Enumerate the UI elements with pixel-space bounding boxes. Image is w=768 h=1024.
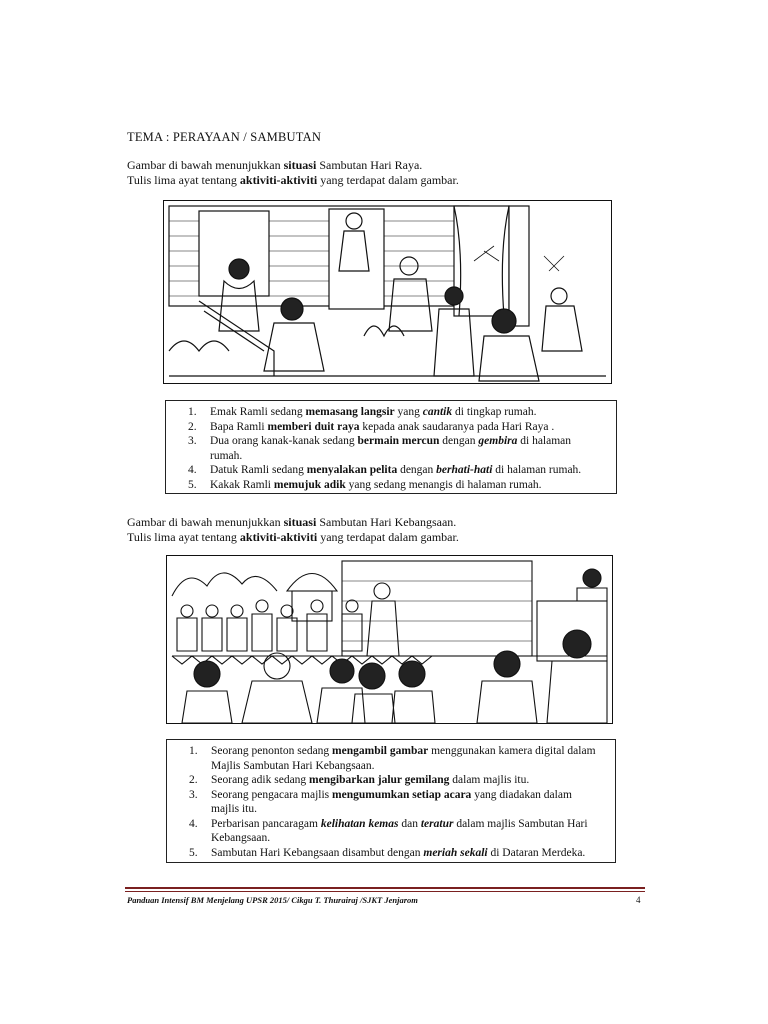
item-text: majlis itu. <box>211 803 257 815</box>
footer-text: Panduan Intensif BM Menjelang UPSR 2015/ Cikgu T. Thurairaj /SJKT Jenjarom <box>127 895 418 905</box>
item-text: dalam majlis Sambutan Hari <box>453 817 588 830</box>
instruction-bold: situasi <box>283 515 317 529</box>
item-bold: bermain mercun <box>357 435 440 447</box>
item-text: dengan <box>439 435 479 447</box>
item-text: Majlis Sambutan Hari Kebangsaan. <box>211 759 375 772</box>
item-number: 2. <box>189 774 198 786</box>
item-text: Datuk Ramli sedang <box>210 464 307 476</box>
instruction-text: Tulis lima ayat tentang <box>127 530 240 544</box>
item-text: Emak Ramli sedang <box>210 406 306 418</box>
item-number: 3. <box>189 788 198 801</box>
item-text: di tingkap rumah. <box>452 406 537 418</box>
item-text: di Dataran Merdeka. <box>487 846 586 859</box>
hari-kebangsaan-drawing <box>167 556 612 723</box>
item-text: Kakak Ramli <box>210 478 274 491</box>
hari-raya-illustration <box>163 200 612 384</box>
item-italic: berhati-hati <box>436 464 493 476</box>
item-number: 4. <box>189 817 198 830</box>
item-italic: kelihatan kemas <box>320 817 399 830</box>
item-italic: gembira <box>478 435 518 447</box>
list-item <box>167 744 615 773</box>
item-bold: mengumumkan setiap acara <box>332 788 472 801</box>
item-text: di halaman <box>517 435 572 447</box>
item-bold: memberi duit raya <box>267 420 360 433</box>
list-item <box>167 817 615 846</box>
instruction-bold: aktiviti-aktiviti <box>239 530 318 544</box>
item-italic: meriah sekali <box>423 846 488 859</box>
item-italic: cantik <box>422 406 453 418</box>
answer-list-2 <box>167 740 615 860</box>
instruction-text: Gambar di bawah menunjukkan <box>127 158 284 172</box>
item-italic: teratur <box>420 817 454 830</box>
item-text: Sambutan Hari Kebangsaan disambut dengan <box>211 846 424 859</box>
item-number: 4. <box>188 464 197 476</box>
item-text: menggunakan kamera digital dalam <box>428 745 596 757</box>
item-bold: mengibarkan jalur gemilang <box>309 774 450 786</box>
footer-rule-thin <box>125 891 645 892</box>
list-item <box>166 478 616 493</box>
list-item <box>166 420 616 435</box>
item-number: 1. <box>188 406 197 418</box>
page-title: TEMA : PERAYAAN / SAMBUTAN <box>127 130 322 144</box>
instruction-line-2 <box>127 173 459 188</box>
item-number: 2. <box>188 420 197 433</box>
item-text: Seorang pengacara majlis <box>211 788 333 801</box>
list-item <box>166 434 616 463</box>
item-text: dalam majlis itu. <box>449 774 530 786</box>
item-text: dan <box>398 817 421 830</box>
list-item <box>167 846 615 861</box>
item-number: 3. <box>188 435 197 447</box>
item-bold: memasang langsir <box>305 406 395 418</box>
instruction-line-4 <box>127 530 459 545</box>
item-number: 5. <box>189 846 198 859</box>
item-text: dengan <box>397 464 437 476</box>
list-item <box>167 773 615 788</box>
item-number: 1. <box>189 745 198 757</box>
hari-raya-drawing <box>164 201 611 383</box>
instruction-text: yang terdapat dalam gambar. <box>317 173 459 187</box>
instruction-bold: aktiviti-aktiviti <box>239 173 318 187</box>
instruction-text: Tulis lima ayat tentang <box>127 173 240 187</box>
instruction-text: Gambar di bawah menunjukkan <box>127 515 284 529</box>
list-item <box>166 463 616 478</box>
instruction-line-3 <box>127 515 456 530</box>
item-text: Dua orang kanak-kanak sedang <box>210 435 358 447</box>
item-text: kepada anak saudaranya pada Hari Raya . <box>359 420 555 433</box>
item-text: Perbarisan pancaragam <box>211 817 321 830</box>
item-text: yang diadakan dalam <box>471 788 572 801</box>
list-item <box>167 788 615 817</box>
item-bold: memujuk adik <box>273 478 346 491</box>
answer-box-2 <box>166 739 616 863</box>
page-number: 4 <box>636 895 641 905</box>
item-text: di halaman rumah. <box>492 464 582 476</box>
item-text: yang <box>394 406 423 418</box>
answer-list-1 <box>166 401 616 492</box>
item-text: rumah. <box>210 449 243 462</box>
item-text: Seorang adik sedang <box>211 774 310 786</box>
instruction-text: yang terdapat dalam gambar. <box>317 530 459 544</box>
item-text: Bapa Ramli <box>210 420 268 433</box>
item-number: 5. <box>188 478 197 491</box>
footer-rule <box>125 887 645 889</box>
item-text: Seorang penonton sedang <box>211 745 333 757</box>
instruction-text: Sambutan Hari Kebangsaan. <box>316 515 457 529</box>
list-item <box>166 405 616 420</box>
item-bold: menyalakan pelita <box>306 464 398 476</box>
hari-kebangsaan-illustration <box>166 555 613 724</box>
item-text: yang sedang menangis di halaman rumah. <box>345 478 542 491</box>
instruction-bold: situasi <box>283 158 317 172</box>
instruction-text: Sambutan Hari Raya. <box>316 158 423 172</box>
item-bold: mengambil gambar <box>332 745 429 757</box>
item-text: Kebangsaan. <box>211 832 271 844</box>
answer-box-1 <box>165 400 617 494</box>
instruction-line-1 <box>127 158 422 173</box>
